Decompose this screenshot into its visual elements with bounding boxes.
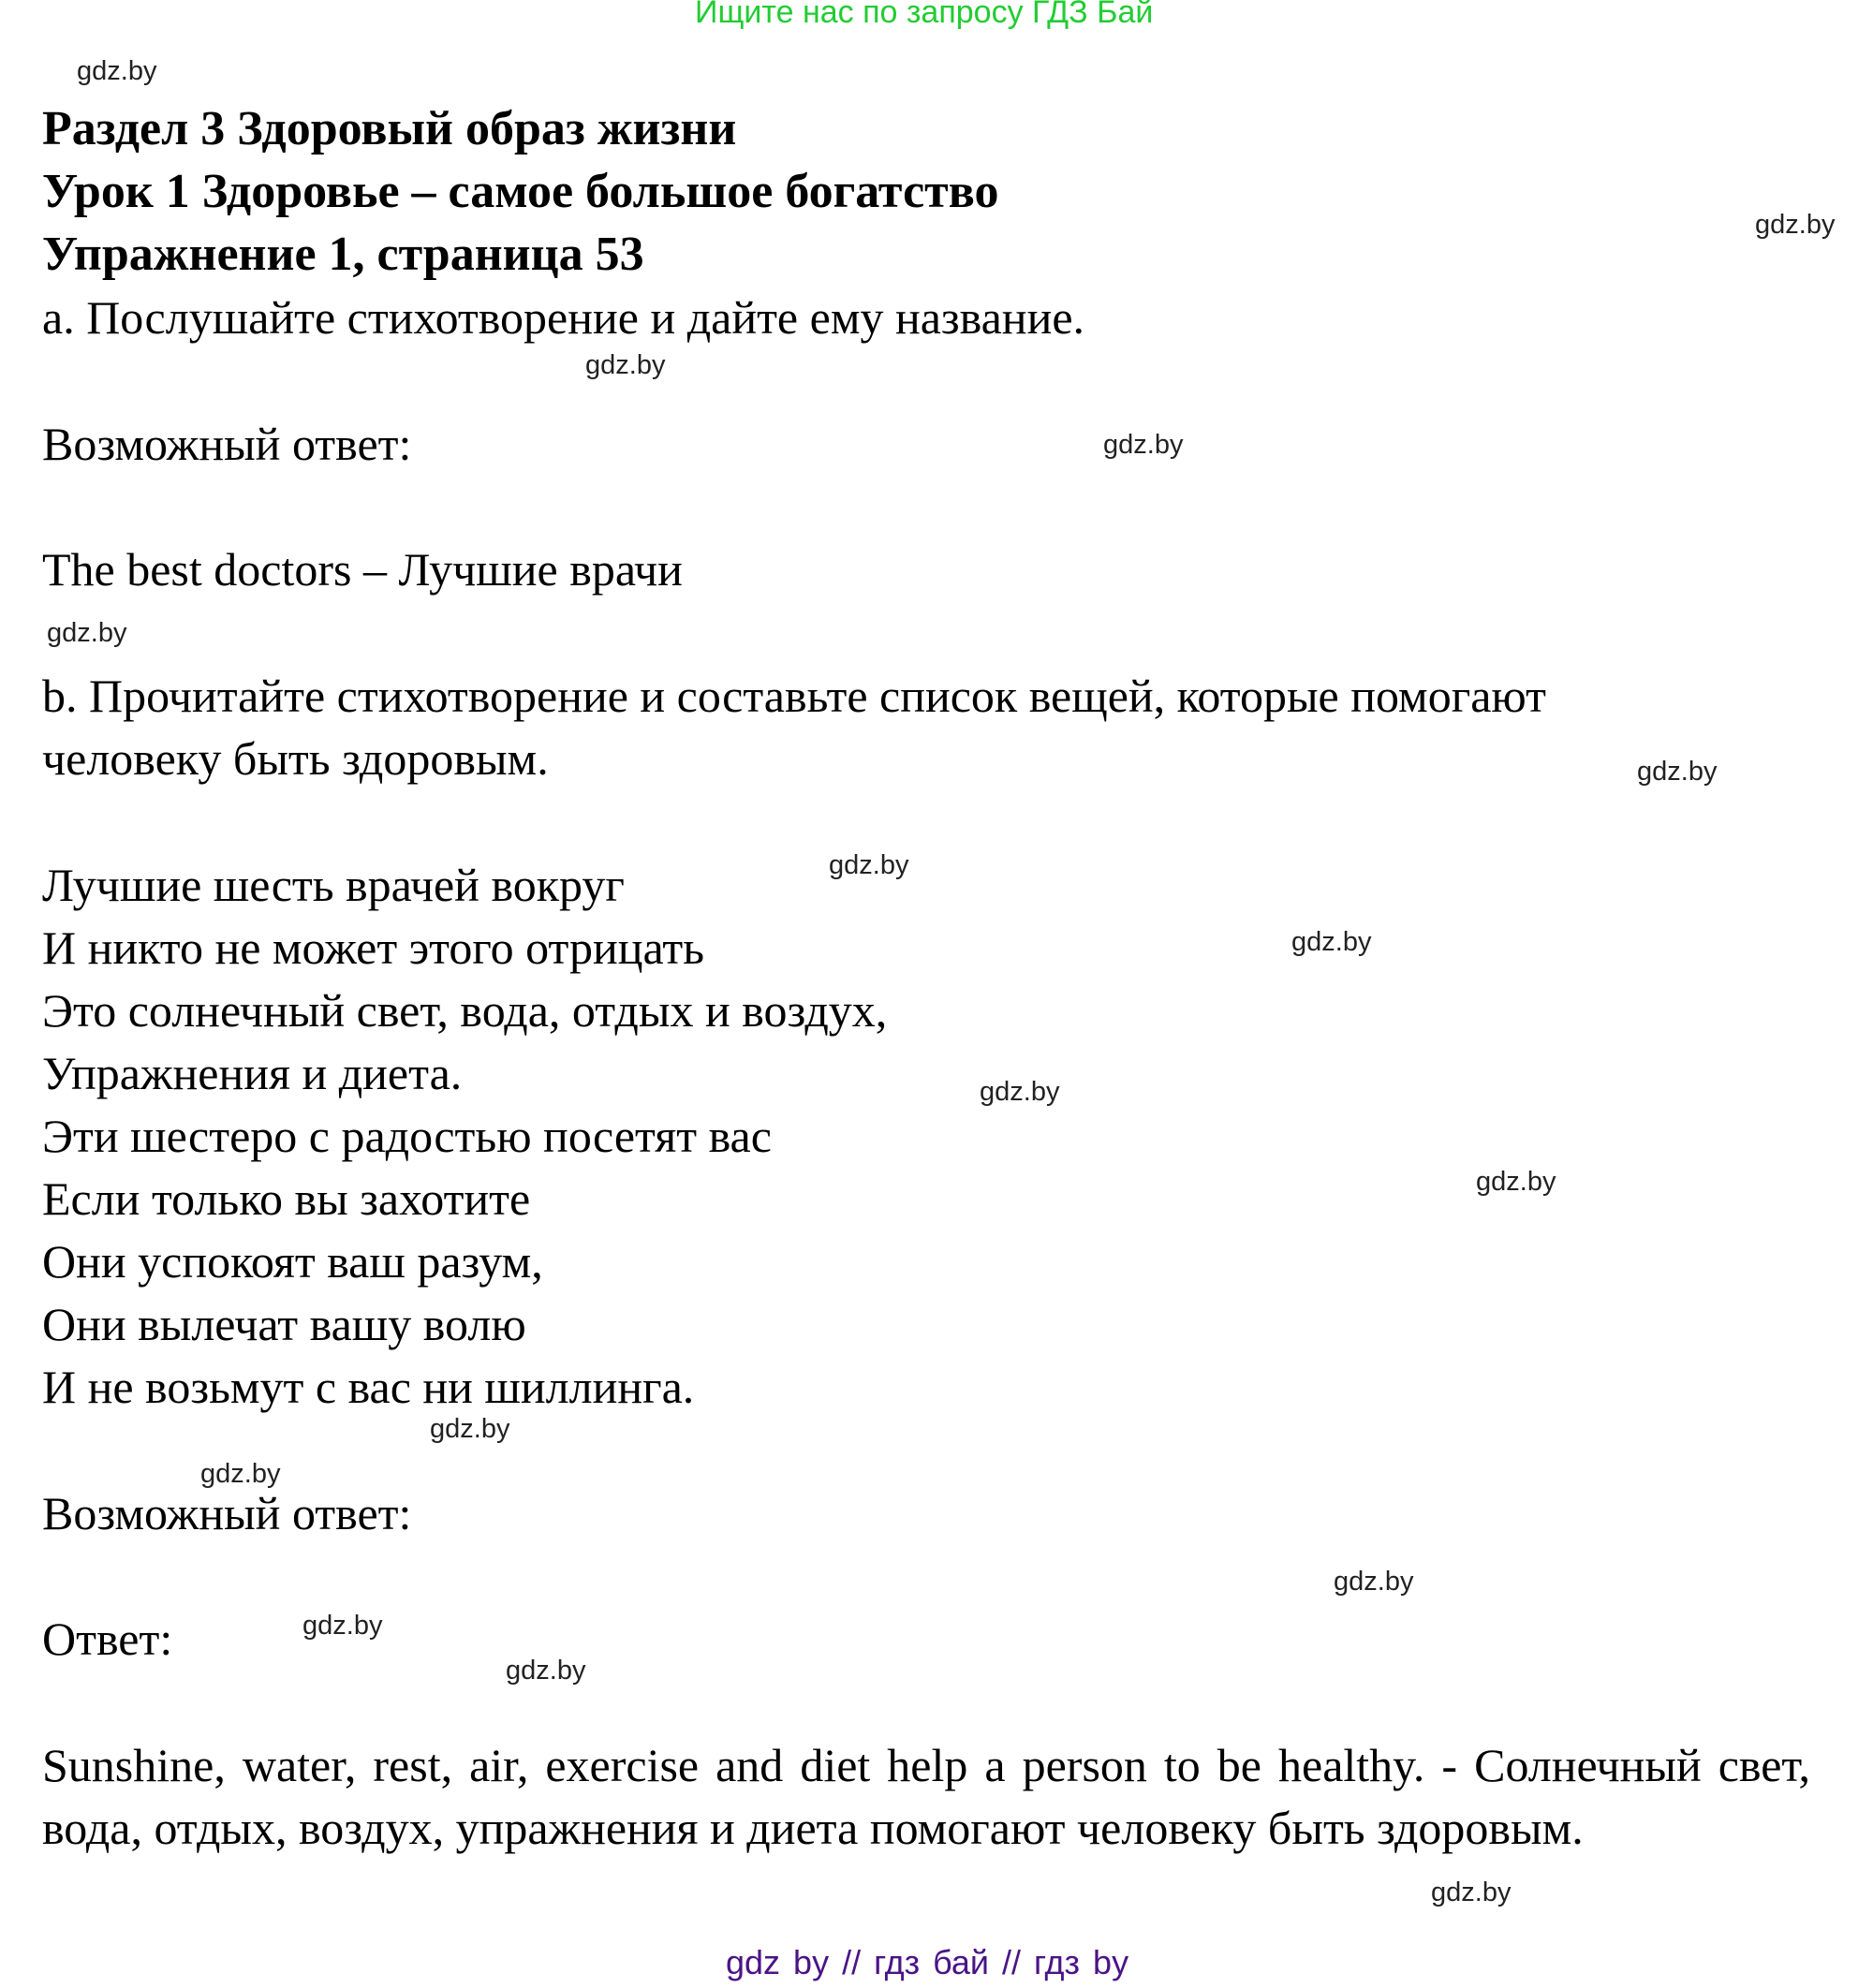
- watermark: gdz.by: [77, 56, 157, 86]
- answer-label-b2: Ответ:: [42, 1612, 173, 1665]
- footer-links: gdz by // гдз бай // гдз by: [726, 1943, 1129, 1981]
- watermark: gdz.by: [1103, 430, 1184, 460]
- poem-line: Если только вы захотите: [42, 1172, 531, 1225]
- section-title: Раздел 3 Здоровый образ жизни: [42, 102, 737, 155]
- answer-b: Sunshine, water, rest, air, exercise and diet help a person to be healthy. - Солнечный свет, вода, отдых, воздух, упражнения и диета помогают человеку быть здоровым.: [42, 1739, 1810, 1854]
- watermark: gdz.by: [1431, 1878, 1512, 1907]
- watermark: gdz.by: [585, 350, 666, 380]
- watermark: gdz.by: [1755, 210, 1836, 240]
- watermark: gdz.by: [302, 1611, 383, 1641]
- poem-line: Упражнения и диета.: [42, 1047, 463, 1099]
- exercise-title: Упражнение 1, страница 53: [42, 228, 644, 281]
- poem-line: Это солнечный свет, вода, отдых и воздух,: [42, 984, 888, 1037]
- lesson-title: Урок 1 Здоровье – самое большое богатство: [42, 165, 999, 218]
- watermark: gdz.by: [1637, 757, 1718, 787]
- poem-line: Они успокоят ваш разум,: [42, 1235, 543, 1288]
- search-banner: Ищите нас по запросу ГДЗ Бай: [695, 0, 1154, 30]
- poem-line: Лучшие шесть врачей вокруг: [42, 859, 625, 911]
- watermark: gdz.by: [430, 1414, 510, 1444]
- task-a: a. Послушайте стихотворение и дайте ему название.: [42, 291, 1085, 344]
- poem-line: Эти шестеро с радостью посетят вас: [42, 1110, 772, 1162]
- watermark: gdz.by: [506, 1656, 586, 1686]
- answer-label-b: Возможный ответ:: [42, 1487, 412, 1539]
- watermark: gdz.by: [980, 1077, 1060, 1107]
- poem-line: И не возьмут с вас ни шиллинга.: [42, 1361, 695, 1413]
- task-b-line1: b. Прочитайте стихотворение и составьте список вещей, которые помогают: [42, 670, 1546, 722]
- answer-a: The best doctors – Лучшие врачи: [42, 543, 683, 596]
- watermark: gdz.by: [1334, 1567, 1414, 1597]
- watermark: gdz.by: [200, 1459, 281, 1489]
- answer-label-a: Возможный ответ:: [42, 418, 412, 470]
- watermark: gdz.by: [1476, 1167, 1556, 1197]
- poem-line: И никто не может этого отрицать: [42, 921, 705, 974]
- poem-line: Они вылечат вашу волю: [42, 1298, 526, 1350]
- watermark: gdz.by: [1291, 927, 1372, 957]
- task-b-line2: человеку быть здоровым.: [42, 732, 549, 785]
- watermark: gdz.by: [47, 618, 127, 648]
- watermark: gdz.by: [829, 850, 909, 880]
